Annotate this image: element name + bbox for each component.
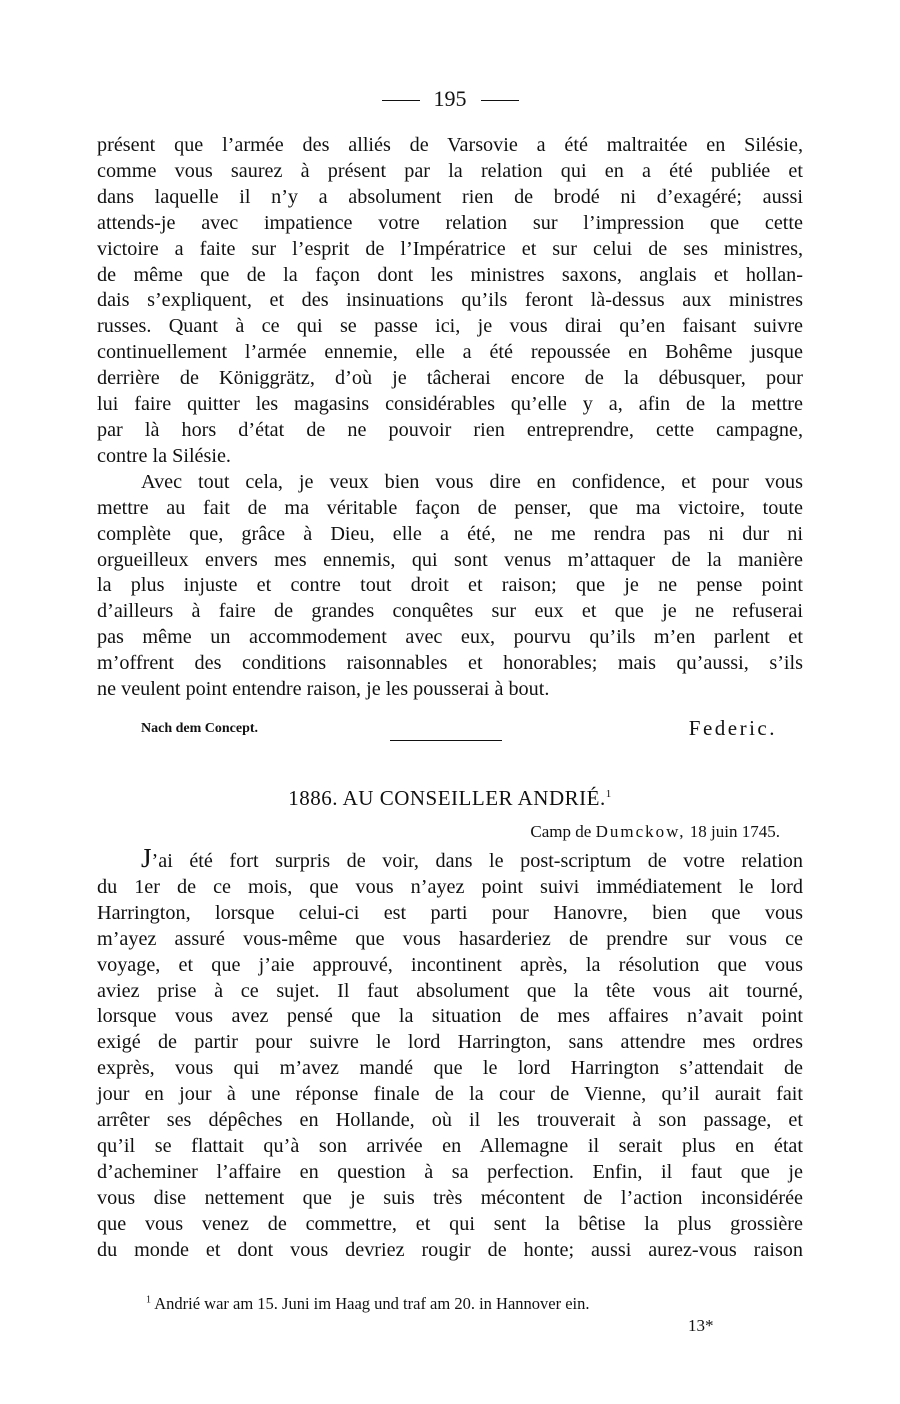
text-line: mettre au fait de ma véritable façon de penser, que ma victoire, toute xyxy=(97,496,803,519)
footnote-mark: 1 xyxy=(146,1294,151,1306)
text-line: complète que, grâce à Dieu, elle a été, ne me rendra pas ni dur ni xyxy=(97,522,803,545)
header-dash-left xyxy=(382,100,420,101)
text-line: du monde et dont vous devriez rougir de honte; aussi aurez-vous raison xyxy=(97,1238,803,1261)
text-line: dais s’expliquent, et des insinuations qu’ils feront là-dessus aux ministres xyxy=(97,289,803,312)
letter-continuation xyxy=(97,133,803,703)
text-line: pas même un accommodement avec eux, pourvu qu’ils m’en parlent et xyxy=(97,626,803,649)
footnote xyxy=(146,1294,590,1314)
text-line: présent que l’armée des alliés de Varsovie a été maltraitée en Silésie, xyxy=(97,134,803,156)
text-line: arrêter ses dépêches en Hollande, où il les trouverait à son passage, et xyxy=(97,1109,803,1132)
text-line: attends-je avec impatience votre relation sur l’impression que cette xyxy=(97,211,803,234)
continuation-paragraph xyxy=(97,133,803,470)
signature: Federic. xyxy=(688,716,777,740)
text-line: ne veulent point entendre raison, je les pousserai à bout. xyxy=(97,678,550,701)
text-line: d’ailleurs à faire de grandes conquêtes sur eux et que je ne refuserai xyxy=(97,600,803,623)
footnote-text: Andrié war am 15. Juni im Haag und traf am 20. in Hannover ein. xyxy=(154,1294,590,1313)
text-line: orgueilleux envers mes ennemis, qui sont venus m’attaquer de la manière xyxy=(97,548,803,571)
letter-heading xyxy=(0,786,900,811)
page-header xyxy=(0,86,900,112)
page-number: 195 xyxy=(433,86,467,111)
drop-cap: J xyxy=(141,843,152,873)
paragraph-avec-tout-cela xyxy=(97,470,803,703)
text-line: vous dise nettement que je suis très mécontent de l’action inconsidérée xyxy=(97,1186,803,1209)
text-line: victoire a faite sur l’esprit de l’Impératrice et sur celui de ses ministres, xyxy=(97,237,803,260)
text-line: contre la Silésie. xyxy=(97,444,231,467)
text-line: exprès, vous qui m’avez mandé que le lord Harrington s’attendait de xyxy=(97,1057,803,1080)
section-divider xyxy=(390,740,502,741)
text-line: m’offrent des conditions raisonnables et honorables; mais qu’aussi, s’ils xyxy=(97,652,803,675)
footnote-reference: 1 xyxy=(605,788,612,800)
text-line: m’ayez assuré vous-même que vous hasarderiez de prendre sur vous ce xyxy=(97,927,803,950)
text-line: d’acheminer l’affaire en question à sa perfection. Enfin, il faut que je xyxy=(97,1160,803,1183)
dateline xyxy=(530,822,780,842)
text-line: dans laquelle il n’y a absolument rien de brodé ni d’exagéré; aussi xyxy=(97,185,803,208)
text-line: la plus injuste et contre tout droit et raison; que je ne pense point xyxy=(97,574,803,597)
text-line: de même que de la façon dont les ministres saxons, anglais et hollan- xyxy=(97,263,803,286)
text-line: exigé de partir pour suivre le lord Harrington, sans attendre mes ordres xyxy=(97,1031,803,1054)
sheet-signature: 13* xyxy=(688,1316,714,1335)
text-line: du 1er de ce mois, que vous n’ayez point suivi immédiatement le lord xyxy=(97,875,803,898)
first-line-text: ’ai été fort surpris de voir, dans le post-scriptum de votre relation xyxy=(151,850,803,872)
text-line: russes. Quant à ce qui se passe ici, je vous dirai qu’en faisant suivre xyxy=(97,315,803,338)
text-line: lorsque vous avez pensé que la situation de mes affaires n’avait point xyxy=(97,1005,803,1028)
letter-title: 1886. AU CONSEILLER ANDRIÉ. xyxy=(288,786,606,810)
dateline-place: Dumckow, xyxy=(595,822,686,841)
text-line: par là hors d’état de ne pouvoir rien entreprendre, cette campagne, xyxy=(97,418,803,441)
text-line: jour en jour à une réponse finale de la cour de Vienne, qu’il aurait fait xyxy=(97,1083,803,1106)
text-line: que vous venez de commettre, et qui sent la bêtise la plus grossière xyxy=(97,1212,803,1235)
dateline-date: 18 juin 1745. xyxy=(689,822,780,841)
text-line: voyage, et que j’aie approuvé, incontinent après, la résolution que vous xyxy=(97,953,803,976)
text-line: aviez prise à ce sujet. Il faut absolument que la tête vous ait tourné, xyxy=(97,979,803,1002)
text-line: Avec tout cela, je veux bien vous dire en confidence, et pour vous xyxy=(141,470,803,493)
text-line: lui faire quitter les magasins considérables qu’elle y a, afin de la mettre xyxy=(97,393,803,416)
header-dash-right xyxy=(481,100,519,101)
text-line xyxy=(97,843,803,875)
source-note: Nach dem Concept. xyxy=(141,721,259,736)
letter-paragraph xyxy=(97,843,803,1264)
text-line: comme vous saurez à présent par la relation qui en a été publiée et xyxy=(97,159,803,182)
text-line: Harrington, lorsque celui-ci est parti pour Hanovre, bien que vous xyxy=(97,901,803,924)
dateline-prefix: Camp de xyxy=(530,822,592,841)
letter-body xyxy=(97,843,803,1264)
text-line: qu’il se flattait qu’à son arrivée en Allemagne il serait plus en état xyxy=(97,1134,803,1157)
text-line: derrière de Königgrätz, d’où je tâcherai encore de la débusquer, pour xyxy=(97,367,803,390)
text-line: continuellement l’armée ennemie, elle a été repoussée en Bohême jusque xyxy=(97,341,803,364)
